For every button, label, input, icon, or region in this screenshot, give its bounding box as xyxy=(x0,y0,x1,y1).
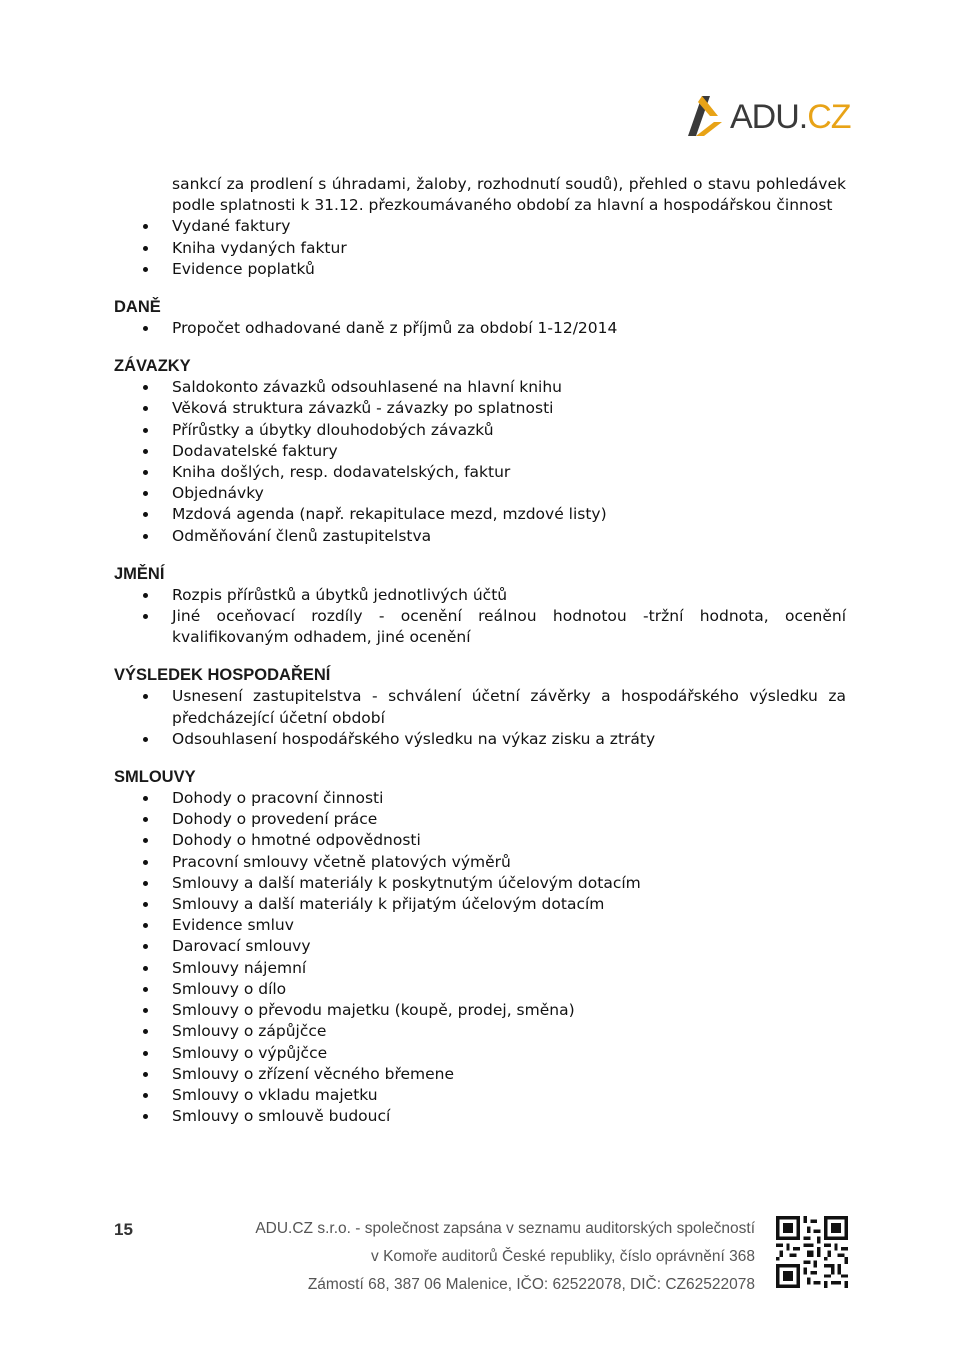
list-item: Odměňování členů zastupitelstva xyxy=(114,526,846,547)
list-item: Usnesení zastupitelstva - schválení účetní závěrky a hospodářského výsledku za předcházející účetní období xyxy=(114,686,846,728)
list-item: Smlouvy a další materiály k poskytnutým účelovým dotacím xyxy=(114,873,846,894)
list-item: Evidence poplatků xyxy=(114,259,846,280)
section-heading-vysledek: VÝSLEDEK HOSPODAŘENÍ xyxy=(114,666,331,685)
page-number: 15 xyxy=(114,1220,133,1239)
continuation-list xyxy=(114,216,846,280)
section-list-vysledek xyxy=(114,686,846,750)
section-list-dane xyxy=(114,318,846,339)
list-item: Rozpis přírůstků a úbytků jednotlivých účtů xyxy=(114,585,846,606)
section-list-jmeni xyxy=(114,585,846,649)
list-item: Dodavatelské faktury xyxy=(114,441,846,462)
list-item: Smlouvy a další materiály k přijatým účelovým dotacím xyxy=(114,894,846,915)
section-heading-smlouvy: SMLOUVY xyxy=(114,768,196,787)
list-item: Dohody o provedení práce xyxy=(114,809,846,830)
list-item: Mzdová agenda (např. rekapitulace mezd, mzdové listy) xyxy=(114,504,846,525)
list-item: Pracovní smlouvy včetně platových výměrů xyxy=(114,852,846,873)
continuation-paragraph: sankcí za prodlení s úhradami, žaloby, rozhodnutí soudů), přehled o stavu pohledávek podle splatnosti k 31.12. přezkoumávaného období za hlavní a hospodářskou činnost xyxy=(172,175,846,215)
list-item: Dohody o pracovní činnosti xyxy=(114,788,846,809)
list-item: Evidence smluv xyxy=(114,915,846,936)
footer-company-line: ADU.CZ s.r.o. - společnost zapsána v seznamu auditorských společností xyxy=(255,1220,755,1237)
list-item: Odsouhlasení hospodářského výsledku na výkaz zisku a ztráty xyxy=(114,729,846,750)
list-item: Jiné oceňovací rozdíly - ocenění reálnou hodnotou -tržní hodnota, ocenění kvalifikovaným odhadem, jiné ocenění xyxy=(114,606,846,648)
section-heading-dane: DANĚ xyxy=(114,298,161,317)
footer-address-line: Zámostí 68, 387 06 Malenice, IČO: 62522078, DIČ: CZ62522078 xyxy=(307,1276,755,1293)
list-item: Propočet odhadované daně z příjmů za období 1-12/2014 xyxy=(114,318,846,339)
list-item: Věková struktura závazků - závazky po splatnosti xyxy=(114,398,846,419)
list-item: Darovací smlouvy xyxy=(114,936,846,957)
list-item: Kniha vydaných faktur xyxy=(114,238,846,259)
section-list-smlouvy xyxy=(114,788,846,1127)
list-item: Smlouvy o zřízení věcného břemene xyxy=(114,1064,846,1085)
list-item: Smlouvy o dílo xyxy=(114,979,846,1000)
footer-registration-line: v Komoře auditorů České republiky, číslo oprávnění 368 xyxy=(371,1248,755,1265)
list-item: Kniha došlých, resp. dodavatelských, faktur xyxy=(114,462,846,483)
company-logo xyxy=(690,92,850,140)
qr-code-icon xyxy=(776,1216,848,1288)
logo-mark-icon xyxy=(684,92,732,140)
list-item: Dohody o hmotné odpovědnosti xyxy=(114,830,846,851)
list-item: Smlouvy o převodu majetku (koupě, prodej, směna) xyxy=(114,1000,846,1021)
page-footer xyxy=(0,1214,960,1294)
document-body xyxy=(114,174,846,1127)
list-item: Vydané faktury xyxy=(114,216,846,237)
list-item: Smlouvy o smlouvě budoucí xyxy=(114,1106,846,1127)
list-item: Smlouvy o zápůjčce xyxy=(114,1021,846,1042)
section-heading-zavazky: ZÁVAZKY xyxy=(114,357,191,376)
list-item: Přírůstky a úbytky dlouhodobých závazků xyxy=(114,420,846,441)
logo-text: ADU.CZ xyxy=(730,98,851,136)
list-item: Smlouvy o vkladu majetku xyxy=(114,1085,846,1106)
section-heading-jmeni: JMĚNÍ xyxy=(114,564,165,583)
list-item: Smlouvy nájemní xyxy=(114,958,846,979)
section-list-zavazky xyxy=(114,377,846,547)
list-item: Objednávky xyxy=(114,483,846,504)
list-item: Smlouvy o výpůjčce xyxy=(114,1043,846,1064)
list-item: Saldokonto závazků odsouhlasené na hlavní knihu xyxy=(114,377,846,398)
